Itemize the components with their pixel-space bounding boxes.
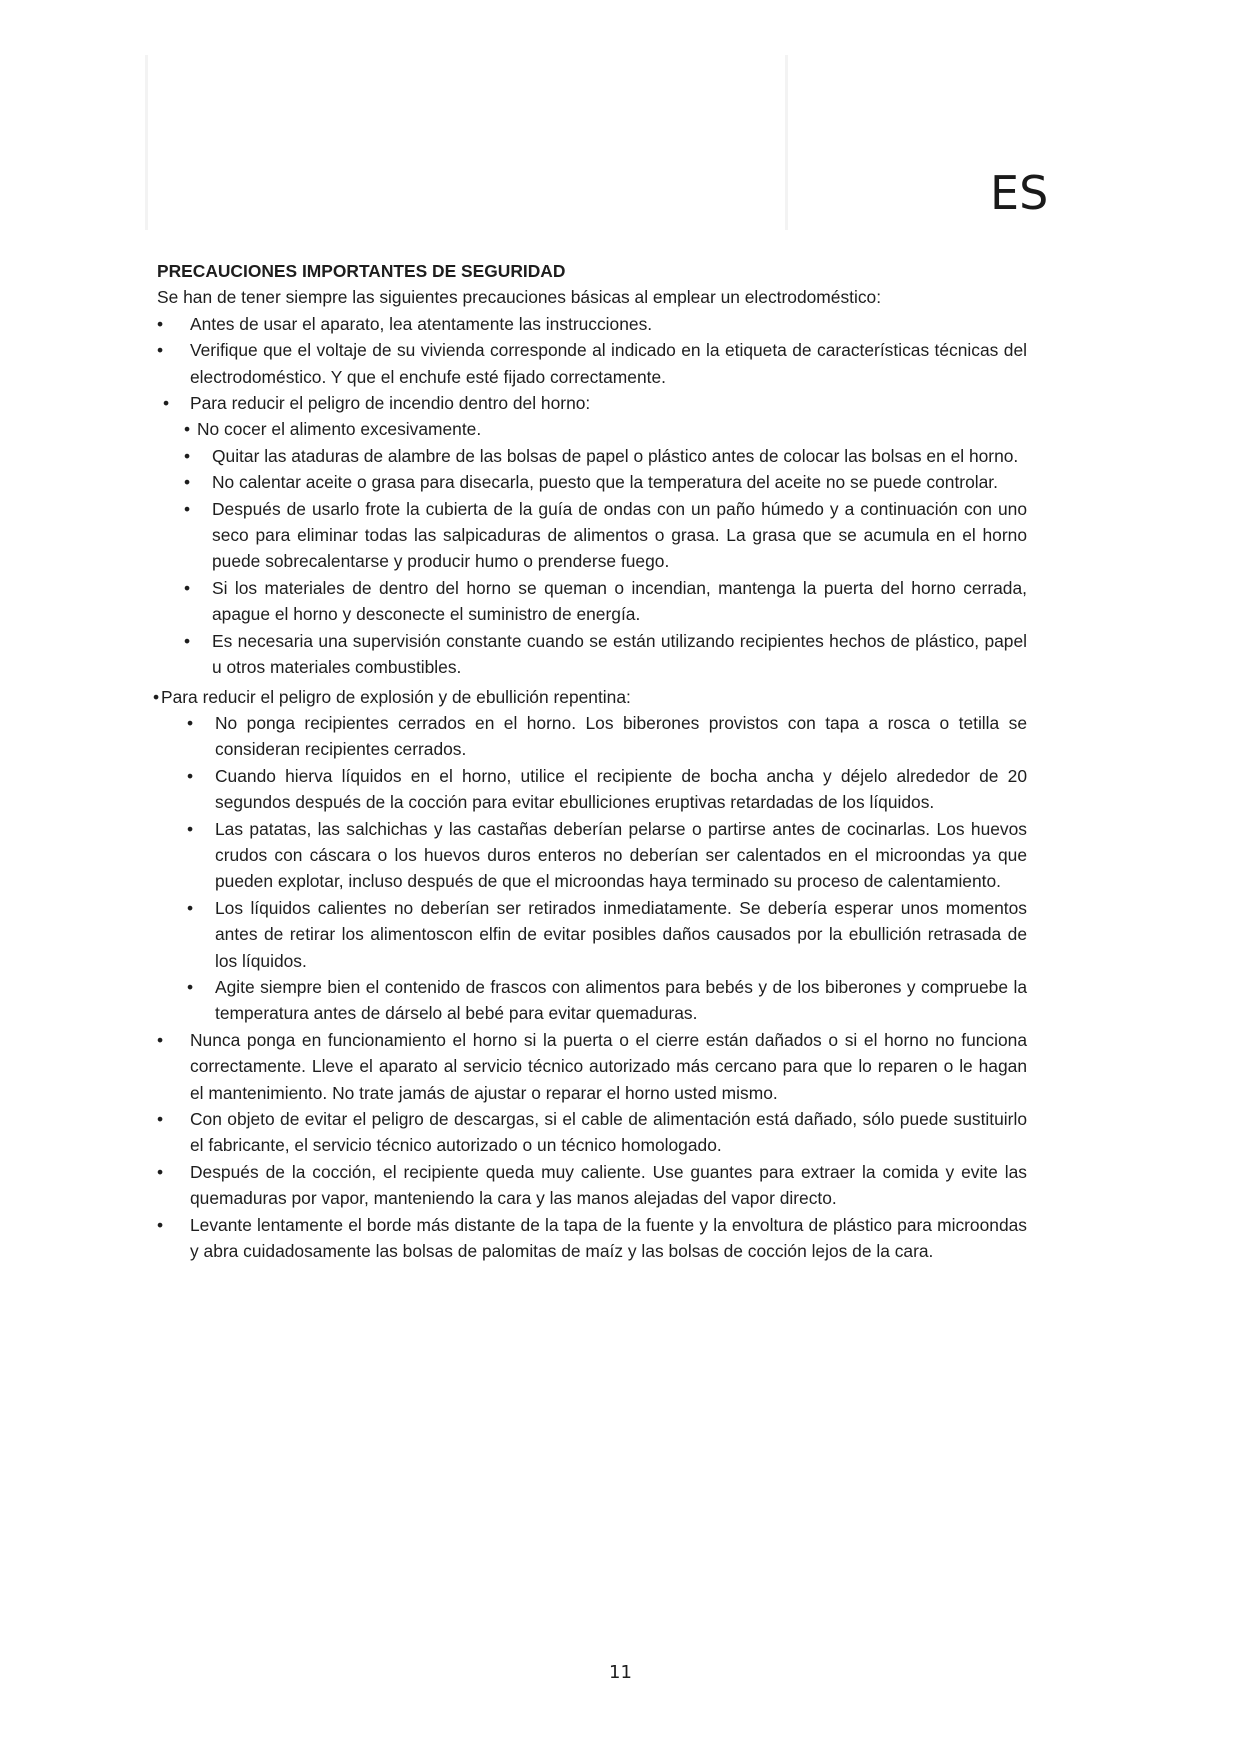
bullet-icon: • <box>184 445 191 466</box>
bullet-icon: • <box>157 1161 164 1182</box>
list-item: • No calentar aceite o grasa para disecarla, puesto que la temperatura del aceite no se puede controlar. <box>157 469 1027 495</box>
list-item: • Antes de usar el aparato, lea atentamente las instrucciones. <box>157 311 1027 337</box>
bullet-icon: • <box>184 630 191 651</box>
intro-text: Se han de tener siempre las siguientes precauciones básicas al emplear un electrodoméstico: <box>157 287 882 308</box>
bullet-icon: • <box>157 1029 164 1050</box>
section-title: PRECAUCIONES IMPORTANTES DE SEGURIDAD <box>157 261 566 281</box>
bullet-icon: • <box>187 897 194 918</box>
list-item: • Cuando hierva líquidos en el horno, utilice el recipiente de bocha ancha y déjelo alrededor de 20 segundos después de la cocción para evitar ebulliciones eruptivas retardadas de los líquidos. <box>157 763 1027 816</box>
bullet-icon: • <box>187 818 194 839</box>
list-item: • No cocer el alimento excesivamente. <box>157 416 1027 442</box>
scan-shadow-right <box>785 55 788 230</box>
list-item: • Verifique que el voltaje de su vivienda corresponde al indicado en la etiqueta de características técnicas del electrodoméstico. Y que el enchufe esté fijado correctamente. <box>157 337 1027 390</box>
bullet-icon: • <box>187 976 194 997</box>
bullet-icon: • <box>157 1214 164 1235</box>
list-item: • Los líquidos calientes no deberían ser retirados inmediatamente. Se debería esperar unos momentos antes de retirar los alimentoscon elfin de evitar posibles daños causados por la ebullición retrasada de los líquidos. <box>157 895 1027 974</box>
page-number: 11 <box>609 1662 632 1683</box>
list-item: • Quitar las ataduras de alambre de las bolsas de papel o plástico antes de colocar las bolsas en el horno. <box>157 443 1027 469</box>
bullet-icon: • <box>157 340 164 361</box>
list-item: • Después de usarlo frote la cubierta de la guía de ondas con un paño húmedo y a continuación con uno seco para eliminar todas las salpicaduras de alimentos o grasa. La grasa que se acumula en el horno puede sobrecalentarse y producir humo o prenderse fuego. <box>157 496 1027 575</box>
bullet-icon: • <box>157 313 164 334</box>
list-item: • Nunca ponga en funcionamiento el horno si la puerta o el cierre están dañados o si el horno no funciona correctamente. Lleve el aparato al servicio técnico autorizado más cercano para que lo reparen o le hagan el mantenimiento. No trate jamás de ajustar o reparar el horno usted mismo. <box>157 1027 1027 1106</box>
bullet-icon: • <box>187 765 194 786</box>
list-item: • Es necesaria una supervisión constante cuando se están utilizando recipientes hechos de plástico, papel u otros materiales combustibles. <box>157 628 1027 681</box>
bullet-icon: • <box>184 577 191 598</box>
language-code: ES <box>990 166 1049 220</box>
scan-shadow-left <box>145 55 148 230</box>
list-item: • Agite siempre bien el contenido de frascos con alimentos para bebés y de los biberones y compruebe la temperatura antes de dárselo al bebé para evitar quemaduras. <box>157 974 1027 1027</box>
bullet-icon: • <box>184 498 191 519</box>
bullet-icon: • <box>187 712 194 733</box>
list-item: • Con objeto de evitar el peligro de descargas, si el cable de alimentación está dañado, sólo puede sustituirlo el fabricante, el servicio técnico autorizado o un técnico homologado. <box>157 1106 1027 1159</box>
bullet-icon: • <box>157 1109 164 1129</box>
list-item: • Si los materiales de dentro del horno se queman o incendian, mantenga la puerta del horno cerrada, apague el horno y desconecte el suministro de energía. <box>157 575 1027 628</box>
list-item: • No ponga recipientes cerrados en el horno. Los biberones provistos con tapa a rosca o tetilla se consideran recipientes cerrados. <box>157 710 1027 763</box>
list-item: • Las patatas, las salchichas y las castañas deberían pelarse o partirse antes de cocinarlas. Los huevos crudos con cáscara o los huevos duros enteros no deberían ser calentados en el microondas ya que pueden explotar, incluso después de que el microondas haya terminado su proceso de calentamiento. <box>157 816 1027 895</box>
bullet-icon: • <box>184 472 191 493</box>
fire-heading: • Para reducir el peligro de incendio dentro del horno: <box>157 390 1027 416</box>
bullet-icon: • <box>184 419 191 440</box>
bullet-icon: • <box>163 393 170 414</box>
safety-section <box>153 258 1027 1264</box>
list-item: • Después de la cocción, el recipiente queda muy caliente. Use guantes para extraer la comida y evite las quemaduras por vapor, manteniendo la cara y las manos alejadas del vapor directo. <box>157 1159 1027 1212</box>
explosion-heading: • Para reducir el peligro de explosión y de ebullición repentina: <box>153 684 1027 710</box>
bullet-icon: • <box>153 686 160 707</box>
list-item: • Levante lentamente el borde más distante de la tapa de la fuente y la envoltura de plástico para microondas y abra cuidadosamente las bolsas de palomitas de maíz y las bolsas de cocción lejos de la cara. <box>157 1212 1027 1265</box>
